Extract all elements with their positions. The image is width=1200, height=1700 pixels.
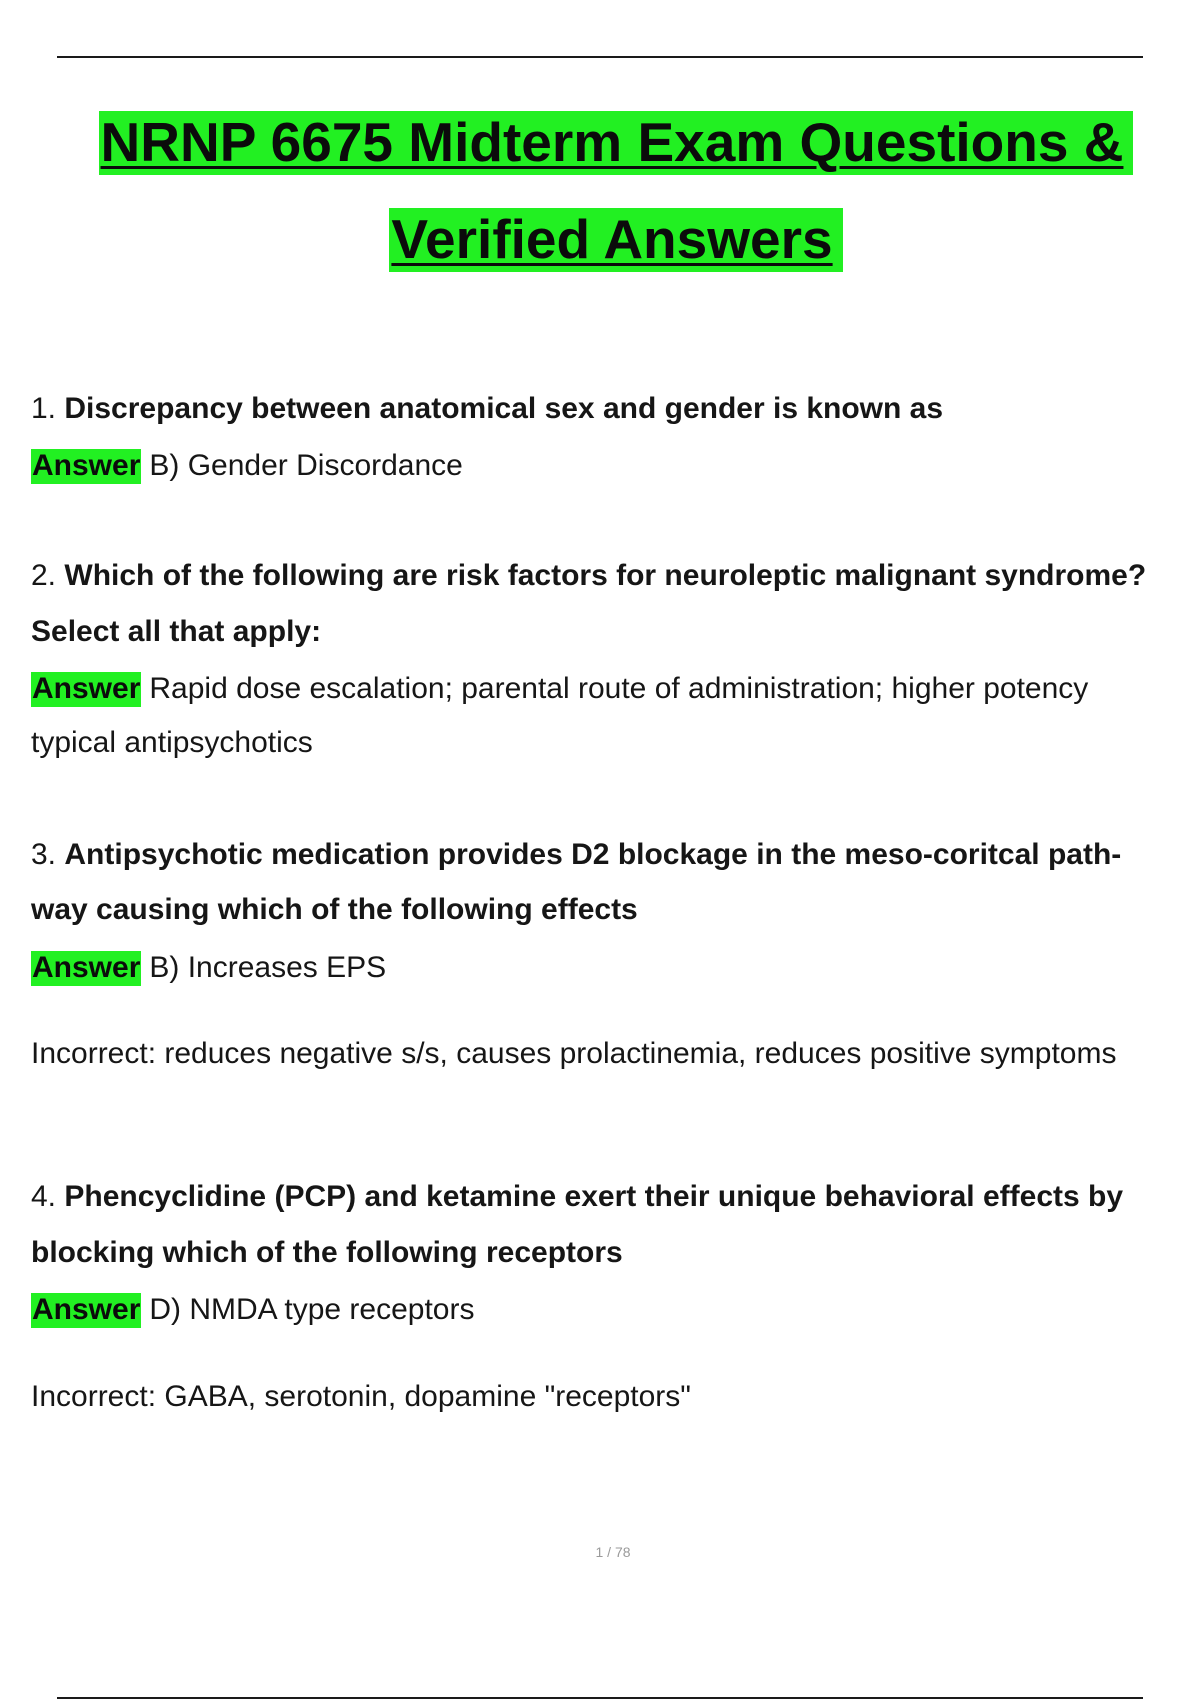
question-2 [31,561,1146,591]
bottom-divider [57,1697,1143,1699]
answer-text: typical antipsychotics [31,726,313,759]
question-text: blocking which of the following receptors [31,1236,623,1269]
answer-2 [31,672,1088,707]
answer-4 [31,1293,474,1328]
incorrect-note: Incorrect: GABA, serotonin, dopamine "receptors" [31,1380,691,1413]
note-3 [31,1039,1116,1069]
answer-3 [31,951,386,986]
answer-text: Rapid dose escalation; parental route of administration; higher potency [149,672,1089,705]
page-number: 1 / 78 [595,1544,631,1560]
answer-text: B) Increases EPS [149,951,387,984]
question-4 [31,1182,1123,1212]
question-text: Phencyclidine (PCP) and ketamine exert their unique behavioral effects by [64,1180,1124,1213]
answer-label: Answer [32,672,141,705]
question-number: 4. [31,1180,57,1213]
answer-label: Answer [32,449,141,482]
question-3-continued [31,895,638,925]
note-4 [31,1382,691,1412]
title-highlight-1: NRNP 6675 Midterm Exam Questions & [99,111,1134,175]
question-3 [31,840,1121,870]
answer-text: D) NMDA type receptors [149,1293,475,1326]
answer-1 [31,449,463,484]
question-text: Select all that apply: [31,615,322,648]
question-1 [31,394,943,424]
question-text: Discrepancy between anatomical sex and gender is known as [64,392,944,425]
question-2-continued [31,617,321,647]
question-number: 1. [31,392,57,425]
question-text: Which of the following are risk factors for neuroleptic malignant syndrome? [64,559,1147,592]
answer-label: Answer [32,1293,141,1326]
answer-label: Answer [32,951,141,984]
document-title-line-1 [0,111,1200,173]
question-number: 3. [31,838,57,871]
incorrect-note: Incorrect: reduces negative s/s, causes prolactinemia, reduces positive symptoms [31,1037,1117,1070]
question-number: 2. [31,559,57,592]
answer-2-continued [31,728,313,758]
question-text: Antipsychotic medication provides D2 blockage in the meso-coritcal path- [64,838,1122,871]
question-4-continued [31,1238,623,1268]
top-divider [57,56,1143,58]
answer-text: B) Gender Discordance [149,449,463,482]
question-text: way causing which of the following effects [31,893,638,926]
title-highlight-2: Verified Answers [389,208,842,272]
document-title-line-2 [0,208,1200,270]
